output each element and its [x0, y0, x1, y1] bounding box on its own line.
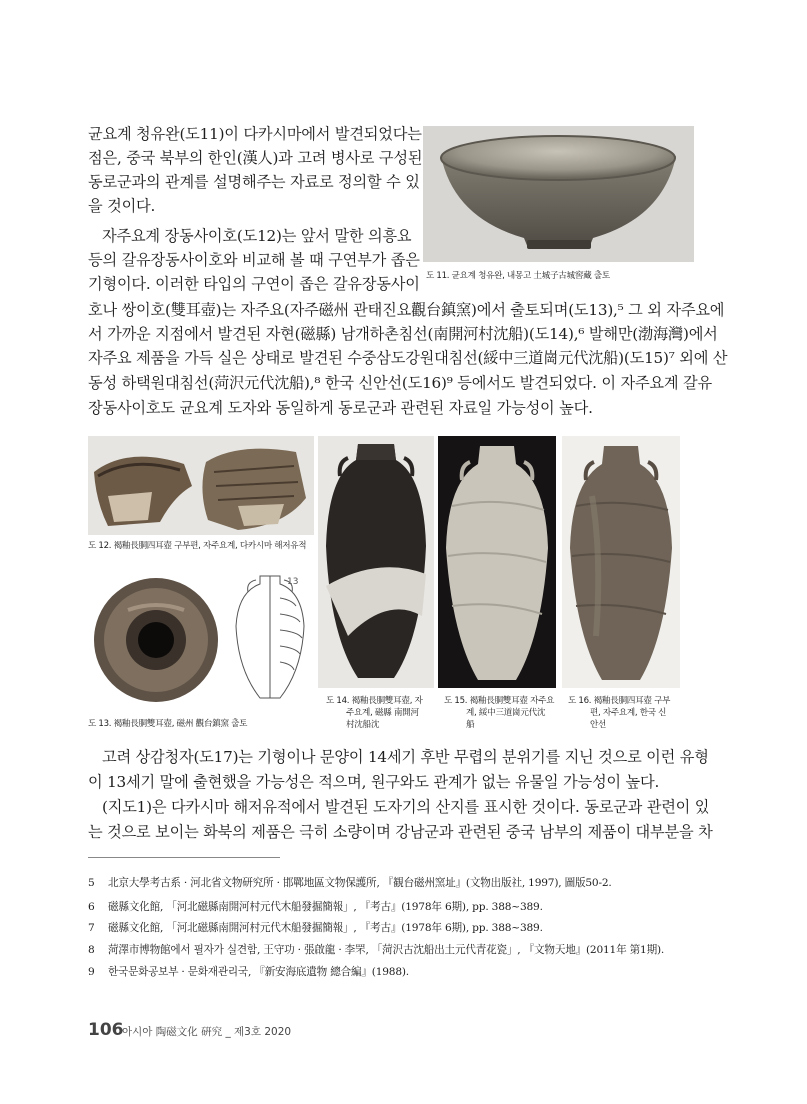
page-number: 106 [88, 1020, 124, 1040]
body-line: 동로군과의 관계를 설명해주는 자료로 정의할 수 있 [88, 173, 420, 191]
body-line: 자주요계 장동사이호(도12)는 앞서 말한 의흥요 [102, 227, 412, 245]
footnote-number: 8 [88, 944, 95, 956]
body-line: 서 가까운 지점에서 발견된 자현(磁縣) 남개하촌침선(南開河村沈船)(도14),⁶ 발해만(渤海灣)에서 [88, 325, 718, 343]
footnote-number: 9 [88, 966, 95, 978]
figure-16-jar-photo [562, 436, 680, 688]
figure-15-caption-line: 船 [466, 720, 475, 730]
figure-15-caption-line: 도 15. 褐釉長胴雙耳壺 자주요 [444, 696, 555, 706]
footnote [88, 876, 612, 890]
figure-14-jar-photo [318, 436, 434, 688]
figure-11-bowl-photo [423, 126, 694, 262]
body-line: 동성 하택원대침선(菏沢元代沈船),⁸ 한국 신안선(도16)⁹ 등에서도 발견되었다. 이 자주요계 갈유 [88, 374, 712, 392]
body-line: 기형이다. 이러한 타입의 구연이 좁은 갈유장동사이 [88, 275, 420, 293]
figure-12-caption: 도 12. 褐釉長胴四耳壺 구부편, 자주요계, 다카시마 해저유적 [88, 541, 307, 551]
body-line: 균요계 청유완(도11)이 다카시마에서 발견되었다는 [88, 125, 422, 143]
figure-11-caption: 도 11. 균요계 청유완, 내몽고 土城子古城窖藏 출토 [426, 271, 610, 281]
body-line: 호나 쌍이호(雙耳壺)는 자주요(자주磁州 관태진요觀台鎮窯)에서 출토되며(도13),⁵ 그 외 자주요에 [88, 301, 725, 319]
figure-13-caption: 도 13. 褐釉長胴雙耳壺, 磁州 觀台鎮窯 출토 [88, 719, 248, 729]
footnote-separator [88, 857, 280, 858]
body-line: 을 것이다. [88, 197, 156, 215]
figure-14-caption-line: 주요계, 磁縣 南開河 [346, 708, 419, 718]
footnote-number: 6 [88, 901, 95, 913]
figure-14-caption-line: 村沈船沈 [346, 720, 380, 730]
figure-13-jar-topview-photo [88, 570, 224, 704]
body-line: 자주요 제품을 가득 실은 상태로 발견된 수중삼도강원대침선(綏中三道崗元代沈船)(도15)⁷ 외에 산 [88, 349, 728, 367]
figure-14-caption-line: 도 14. 褐釉長胴雙耳壺, 자 [326, 696, 423, 706]
footnote-number: 7 [88, 922, 95, 934]
footnote-text: 한국문화공보부 · 문화재관리국, 『新安海底遺物 總合編』(1988). [108, 966, 409, 978]
footnote [88, 921, 543, 935]
footnote-text: 北京大學考古系 · 河北省文物研究所 · 邯鄲地區文物保護所, 『観台磁州窯址』(文物出版社, 1997), 圖版50-2. [108, 877, 612, 889]
running-title: 아시아 陶磁文化 硏究 _ 제3호 2020 [122, 1026, 292, 1038]
body-line: 는 것으로 보이는 화북의 제품은 극히 소량이며 강남군과 관련된 중국 남부의 제품이 대부분을 차 [88, 823, 713, 841]
body-line: 장동사이호도 균요계 도자와 동일하게 동로군과 관련된 자료일 가능성이 높다. [88, 399, 593, 417]
figure-15-jar-photo [438, 436, 556, 688]
body-line: 이 13세기 말에 출현했을 가능성은 적으며, 원구와도 관계가 없는 유물일 가능성이 높다. [88, 773, 660, 791]
body-line: 점은, 중국 북부의 한인(漢人)과 고려 병사로 구성된 [88, 149, 423, 167]
body-line: 고려 상감청자(도17)는 기형이나 문양이 14세기 후반 무렵의 분위기를 지닌 것으로 이런 유형 [102, 748, 709, 766]
footnote-text: 菏澤市博物館에서 필자가 실견함, 王守功 · 張啟龍 · 李罘, 「菏沢古沈船出土元代青花瓷」, 『文物天地』(2011年 第1期). [108, 944, 665, 956]
footnote [88, 943, 664, 957]
footnote-text: 磁縣文化館, 「河北磁縣南開河村元代木船發掘簡報」, 『考古』(1978年 6期), pp. 388~389. [108, 922, 543, 934]
footnote [88, 965, 409, 979]
figure-16-caption-line: 편, 자주요계, 한국 신 [590, 708, 667, 718]
figure-15-caption-line: 계, 綏中三道崗元代沈 [466, 708, 546, 718]
body-line: 등의 갈유장동사이호와 비교해 볼 때 구연부가 좁은 [88, 251, 420, 269]
figure-16-caption-line: 안선 [590, 720, 607, 730]
figure-12-sherds-photo [88, 436, 314, 535]
footnote-text: 磁縣文化館, 「河北磁縣南開河村元代木船發掘簡報」, 『考古』(1978年 6期), pp. 388~389. [108, 901, 543, 913]
footnote-number: 5 [88, 877, 95, 889]
figure-13-drawing-label: 13 [287, 577, 299, 587]
figure-16-caption-line: 도 16. 褐釉長胴四耳壺 구부 [568, 696, 671, 706]
figure-13-line-drawing [232, 570, 322, 706]
footnote [88, 900, 543, 914]
body-line: (지도1)은 다카시마 해저유적에서 발견된 도자기의 산지를 표시한 것이다. 동로군과 관련이 있 [102, 798, 710, 816]
